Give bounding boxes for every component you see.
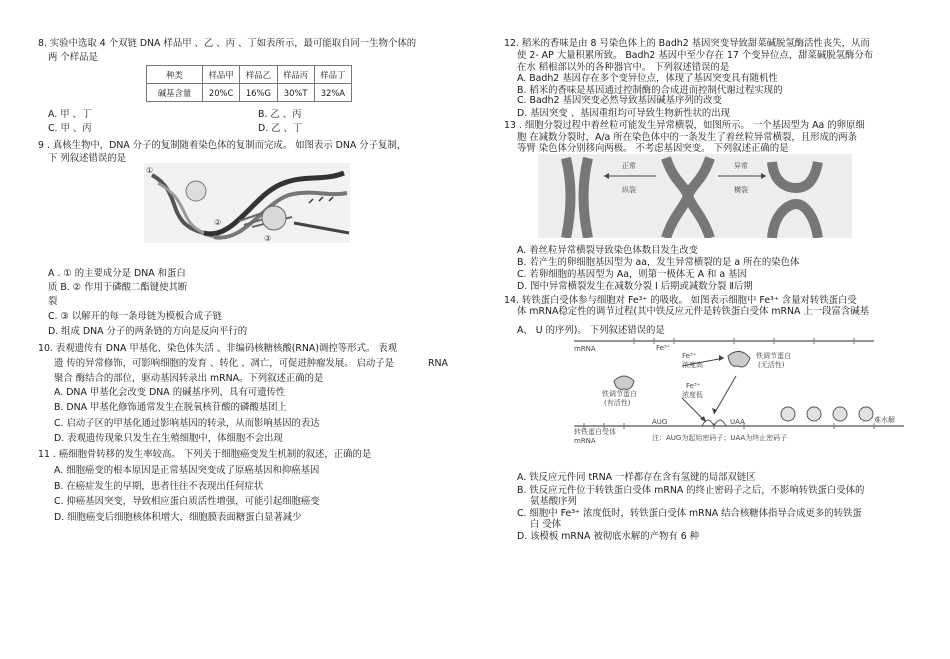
q12-option-c: C. Badh2 基因突变必然导致基因碱基序列的改变 bbox=[517, 95, 722, 106]
dna-replication-figure bbox=[144, 163, 350, 243]
q8-option-d: D. 乙 、丁 bbox=[258, 123, 303, 134]
chromatid-left-b bbox=[584, 158, 589, 238]
table-cell: 种类 bbox=[147, 66, 203, 84]
q9-stem-line1: 9 . 真核生物中，DNA 分子的复制随着染色体的复制而完成。 如图表示 DNA 分子复制， bbox=[38, 140, 407, 151]
arm-upper bbox=[772, 162, 818, 188]
chromatid-left-a bbox=[566, 158, 571, 238]
label-receptor-mrna: mRNA bbox=[574, 437, 596, 444]
table-row bbox=[147, 84, 352, 102]
q12-option-a: A. Badh2 基因存在多个变异位点，体现了基因突变具有随机性 bbox=[517, 73, 778, 84]
q8-table bbox=[146, 65, 352, 102]
chromosome-diagram bbox=[538, 154, 852, 238]
q14-stem-line1: 14. 转铁蛋白受体参与细胞对 Fe³⁺ 的吸收。 如图表示细胞中 Fe³⁺ 含量对转铁蛋白受 bbox=[504, 295, 857, 306]
label-longitudinal: 纵裂 bbox=[622, 186, 636, 194]
ribosome bbox=[859, 407, 873, 421]
q14-option-c-cont: 白 受体 bbox=[530, 519, 562, 530]
table-cell: 样品乙 bbox=[240, 66, 277, 84]
enzyme-circle bbox=[186, 181, 206, 201]
q8-stem-line2: 两 个样品是 bbox=[48, 52, 98, 63]
ribosome bbox=[807, 407, 821, 421]
table-cell: 20%C bbox=[203, 84, 240, 102]
q13-option-c: C. 若卵细胞的基因型为 Aa，则第一极体无 A 和 a 基因 bbox=[517, 269, 747, 280]
q11-option-b: B. 在癌症发生的早期，患者往往不表现出任何症状 bbox=[54, 481, 264, 492]
table-cell: 30%T bbox=[277, 84, 314, 102]
q8-option-a: A. 甲 、丁 bbox=[48, 109, 92, 120]
label-mrna: mRNA bbox=[574, 345, 596, 353]
table-cell: 样品甲 bbox=[203, 66, 240, 84]
q10-stem-line1: 10. 表观遗传有 DNA 甲基化、染色体失活 、非编码核糖核酸(RNA)调控等形式。 表观 bbox=[38, 343, 397, 354]
q13-option-d: D. 图中异常横裂发生在减数分裂 Ⅰ 后期或减数分裂 Ⅱ后期 bbox=[517, 281, 753, 292]
q10-stem-line3: 聚合 酶结合的部位，驱动基因转录出 mRNA。下列叙述正确的是 bbox=[54, 373, 324, 384]
table-cell: 样品丁 bbox=[314, 66, 351, 84]
label-aug: AUG bbox=[652, 418, 668, 426]
q13-stem-line1: 13 . 细胞分裂过程中着丝粒可能发生异常横裂，如图所示。 一个基因型为 Aa 的卵原细 bbox=[504, 120, 865, 131]
dna-replication-diagram bbox=[144, 163, 350, 243]
q9-option-c: C. ③ 以解开的每一条母链为模板合成子链 bbox=[48, 311, 222, 322]
label-regulator-inactive: 铁调节蛋白 bbox=[756, 352, 791, 360]
label-receptor: 转铁蛋白受体 bbox=[574, 428, 616, 436]
q12-stem-line2: 使 2- AP 大量积累所致。 Badh2 基因中至少存在 17 个变异位点，甜菜碱脱氢酶分布 bbox=[517, 50, 874, 61]
q12-option-d: D. 基因突变 、基因重组均可导致生物新性状的出现 bbox=[517, 108, 731, 119]
q14-option-c: C. 细胞中 Fe³⁺ 浓度低时，转铁蛋白受体 mRNA 结合核糖体指导合成更多的转铁蛋 bbox=[517, 508, 862, 519]
label-3: ③ bbox=[264, 234, 272, 243]
q10-option-b: B. DNA 甲基化修饰通常发生在脱氧核苷酸的磷酸基团上 bbox=[54, 402, 287, 413]
mrna-regulation-diagram bbox=[574, 336, 910, 444]
label-fe-top: Fe³⁺ bbox=[656, 344, 671, 352]
q12-option-b: B. 稻米的香味是基因通过控制酶的合成进而控制代谢过程实现的 bbox=[517, 85, 783, 96]
q9-option-b-cont: 裂 bbox=[48, 296, 58, 307]
q10-option-a: A. DNA 甲基化会改变 DNA 的碱基序列，具有可遗传性 bbox=[54, 387, 286, 398]
q9-option-b: 质 B. ② 作用于磷酸二酯键使其断 bbox=[48, 282, 188, 293]
regulator-protein-active bbox=[614, 376, 634, 389]
label-inactive: (无活性) bbox=[758, 361, 785, 369]
ribosome bbox=[781, 407, 795, 421]
label-fe-low: Fe³⁺ bbox=[686, 382, 701, 390]
q11-option-c: C. 抑癌基因突变，导致相应蛋白质活性增强，可能引起细胞癌变 bbox=[54, 496, 320, 507]
label-2: ② bbox=[214, 218, 222, 227]
ribosome bbox=[833, 407, 847, 421]
q9-option-a: A . ① 的主要成分是 DNA 和蛋白 bbox=[48, 268, 186, 279]
q12-stem-line1: 12. 稻米的香味是由 8 号染色体上的 Badh2 基因突变导致甜菜碱脱氢酶活性丧失，从而 bbox=[504, 38, 870, 49]
q10-option-d: D. 表观遗传现象只发生在生殖细胞中，体细胞不会出现 bbox=[54, 433, 283, 444]
regulator-protein-inactive bbox=[728, 351, 750, 367]
q13-option-b: B. 若产生的卵细胞基因型为 aa，发生异常横裂的是 a 所在的染色体 bbox=[517, 257, 800, 268]
q8-option-c: C. 甲 、丙 bbox=[48, 123, 92, 134]
q9-option-d: D. 组成 DNA 分子的两条链的方向是反向平行的 bbox=[48, 326, 248, 337]
q8-stem-line1: 8. 实验中选取 4 个双链 DNA 样品甲 、乙 、丙 、丁如表所示，最可能取自同一生物个体的 bbox=[38, 38, 417, 49]
q11-stem: 11 . 癌细胞骨转移的发生率较高。 下列关于细胞癌变发生机制的叙述，正确的是 bbox=[38, 449, 372, 460]
label-high: 浓度高 bbox=[682, 361, 703, 369]
label-fe-mid: Fe³⁺ bbox=[682, 352, 697, 360]
table-cell: 样品丙 bbox=[277, 66, 314, 84]
chromatid-mid-b bbox=[688, 158, 710, 238]
mrna-regulation-figure bbox=[574, 336, 910, 444]
q14-option-b: B. 铁反应元件位于转铁蛋白受体 mRNA 的终止密码子之后，不影响转铁蛋白受体的 bbox=[517, 485, 865, 496]
label-uaa: UAA bbox=[730, 418, 745, 426]
label-1: ① bbox=[146, 166, 154, 175]
q14-stem-line2: 体 mRNA稳定性的调节过程(其中铁反应元件是转铁蛋白受体 mRNA 上一段富含碱基 bbox=[517, 306, 869, 317]
chromosome-split-figure bbox=[538, 154, 852, 238]
q12-stem-line3: 在水 稻根部以外的各种器官中。 下列叙述错误的是 bbox=[517, 62, 730, 73]
q10-option-c: C. 启动子区的甲基化通过影响基因的转录，从而影响基因的表达 bbox=[54, 418, 320, 429]
label-normal: 正常 bbox=[622, 162, 636, 170]
label-low: 浓度低 bbox=[682, 391, 703, 399]
label-regulator-active: 铁调节蛋白 bbox=[602, 390, 637, 398]
q14-stem-line3: A、 U 的序列)。 下列叙述错误的是 bbox=[517, 325, 665, 336]
table-cell: 16%G bbox=[240, 84, 277, 102]
label-degrade: 难水解 bbox=[874, 416, 895, 424]
q9-stem-line2: 下 列叙述错误的是 bbox=[48, 153, 126, 164]
label-note: 注：AUG为起始密码子；UAA为终止密码子 bbox=[652, 434, 788, 442]
label-abnormal: 异常 bbox=[734, 162, 748, 170]
label-active: (有活性) bbox=[604, 399, 631, 407]
table-cell: 32%A bbox=[314, 84, 351, 102]
q11-option-a: A. 细胞癌变的根本原因是正常基因突变成了原癌基因和抑癌基因 bbox=[54, 465, 320, 476]
table-cell: 碱基含量 bbox=[147, 84, 203, 102]
label-transverse: 横裂 bbox=[734, 186, 748, 194]
q14-option-b-cont: 氨基酸序列 bbox=[530, 496, 577, 507]
q13-stem-line2: 胞 在减数分裂时，A/a 所在染色体中的一条发生了着丝粒异常横裂，且形成的两条 bbox=[517, 132, 858, 143]
table-row bbox=[147, 66, 352, 84]
q14-option-a: A. 铁反应元件同 tRNA 一样都存在含有氢键的局部双链区 bbox=[517, 472, 756, 483]
q14-option-d: D. 该模板 mRNA 被彻底水解的产物有 6 种 bbox=[517, 531, 700, 542]
q11-option-d: D. 细胞癌变后细胞核体积增大，细胞膜表面糖蛋白显著减少 bbox=[54, 512, 302, 523]
arm-lower bbox=[772, 204, 818, 238]
q8-option-b: B. 乙 、丙 bbox=[258, 109, 302, 120]
q10-stem-line2-tail: RNA bbox=[428, 358, 448, 369]
q13-option-a: A. 着丝粒异常横裂导致染色体数目发生改变 bbox=[517, 245, 698, 256]
q10-stem-line2: 遗 传的异常修饰，可影响细胞的发育 、转化 、凋亡，可促进肿瘤发展。 启动子是 bbox=[54, 358, 395, 369]
q13-stem-line3: 等臂 染色体分别移向两极。 不考虑基因突变。 下列叙述正确的是 bbox=[517, 143, 789, 154]
helicase-circle bbox=[262, 206, 286, 230]
